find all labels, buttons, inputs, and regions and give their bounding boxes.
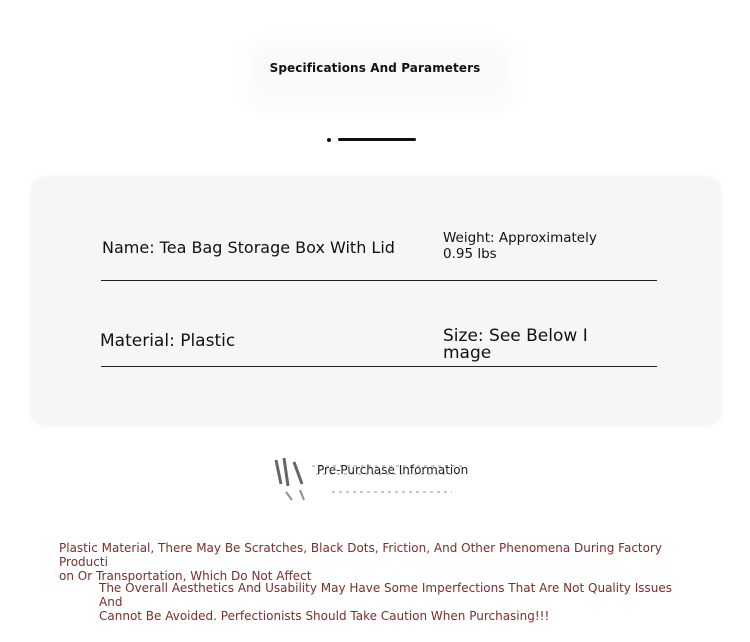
title-dot-decoration	[327, 138, 331, 142]
notice-paragraph-2: The Overall Aesthetics And Usability May Have Some Imperfections That Are Not Quality Issues And Cannot Be Avoided. Perfectionists Should Take Caution When Purchasing!!!	[99, 581, 672, 623]
spec-size: Size: See Below I mage	[443, 326, 588, 363]
spec-weight: Weight: Approximately 0.95 lbs	[443, 230, 597, 262]
spec-divider-1	[101, 280, 657, 281]
title-underline-bar	[338, 138, 416, 141]
spec-divider-2	[101, 366, 657, 367]
notice-paragraph-1: Plastic Material, There May Be Scratches, Black Dots, Friction, And Other Phenomena During Factory Producti on Or Transportation, Which Do Not Affect	[59, 541, 663, 583]
notice-header-graphic	[272, 454, 472, 506]
page-title: Specifications And Parameters	[269, 61, 481, 75]
notice-title: Pre-Purchase Information	[317, 463, 469, 477]
spec-material: Material: Plastic	[100, 331, 236, 351]
spec-name: Name: Tea Bag Storage Box With Lid	[102, 238, 395, 257]
specifications-panel	[31, 177, 721, 425]
